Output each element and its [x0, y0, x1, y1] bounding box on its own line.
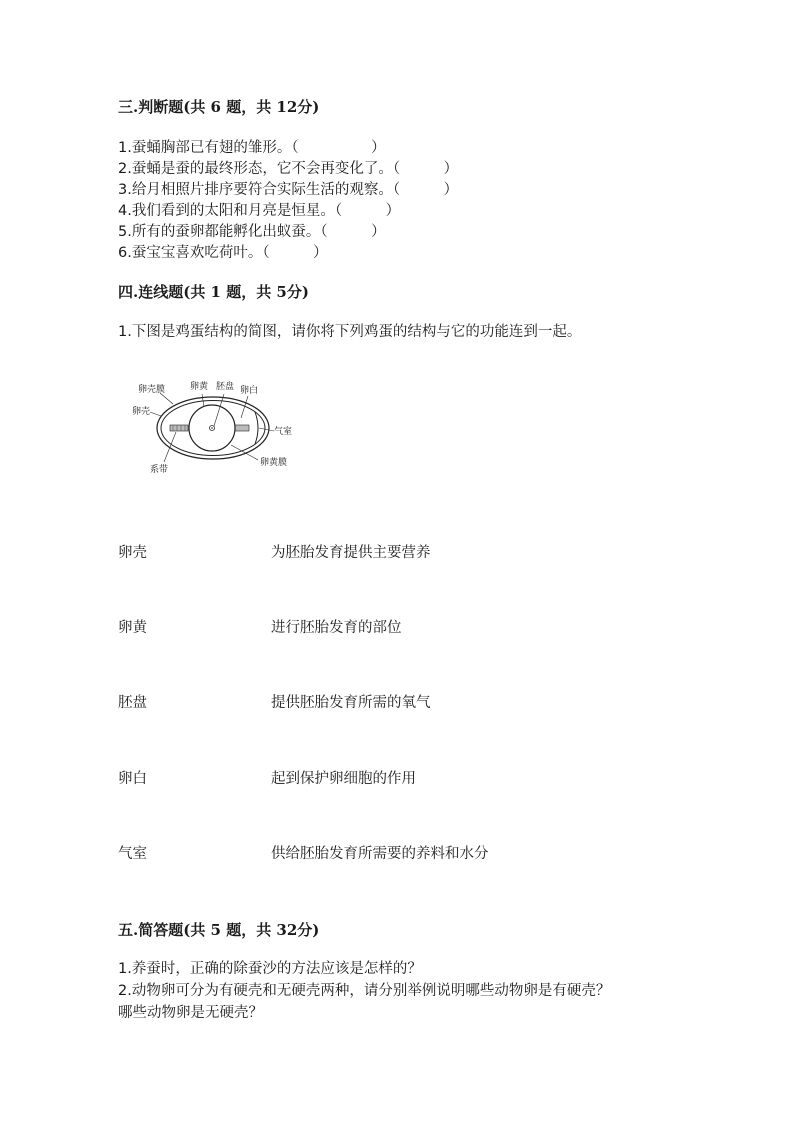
match-right-4[interactable]: 起到保护卵细胞的作用 [271, 771, 416, 787]
judgment-question-5: 5.所有的蚕卵都能孵化出蚁蚕。（ ） [118, 224, 386, 240]
judgment-question-6: 6.蚕宝宝喜欢吃荷叶。（ ） [118, 245, 328, 261]
air-cell-outline [255, 412, 258, 444]
matching-question: 1.下图是鸡蛋结构的简图，请你将下列鸡蛋的结构与它的功能连到一起。 [118, 324, 582, 340]
short-answer-question-2: 2.动物卵可分为有硬壳和无硬壳两种，请分别举例说明哪些动物卵是有硬壳？ [118, 983, 611, 999]
judgment-question-1: 1.蚕蛹胸部已有翅的雏形。（ ） [118, 140, 386, 156]
section3-title: 三.判断题(共 6 题，共 12分) [118, 98, 320, 116]
match-left-5[interactable]: 气室 [118, 846, 147, 862]
label-yolk: 卵黄 [190, 382, 209, 392]
egg-structure-diagram [128, 376, 312, 480]
label-vitelline-membrane: 卵黄膜 [260, 458, 288, 468]
match-right-3[interactable]: 提供胚胎发育所需的氧气 [271, 695, 431, 711]
match-left-1[interactable]: 卵壳 [118, 545, 147, 561]
label-albumen: 卵白 [240, 386, 259, 396]
label-germinal-disc: 胚盘 [216, 382, 235, 392]
match-right-5[interactable]: 供给胚胎发育所需要的养料和水分 [271, 846, 489, 862]
chalaza-left [170, 425, 188, 431]
short-answer-question-1: 1.养蚕时，正确的除蚕沙的方法应该是怎样的？ [118, 961, 422, 977]
match-left-3[interactable]: 胚盘 [118, 695, 147, 711]
judgment-question-4: 4.我们看到的太阳和月亮是恒星。（ ） [118, 203, 401, 219]
label-shell: 卵壳 [132, 407, 151, 417]
label-shell-membrane: 卵壳膜 [138, 385, 166, 395]
section5-title: 五.简答题(共 5 题，共 32分) [118, 921, 320, 939]
match-left-2[interactable]: 卵黄 [118, 620, 147, 636]
short-answer-question-2-continued: 哪些动物卵是无硬壳？ [118, 1005, 263, 1021]
match-left-4[interactable]: 卵白 [118, 771, 147, 787]
section4-title: 四.连线题(共 1 题，共 5分) [118, 283, 309, 301]
match-right-1[interactable]: 为胚胎发育提供主要营养 [271, 545, 431, 561]
judgment-question-3: 3.给月相照片排序要符合实际生活的观察。（ ） [118, 182, 459, 198]
judgment-question-2: 2.蚕蛹是蚕的最终形态，它不会再变化了。（ ） [118, 161, 459, 177]
chalaza-right [235, 425, 249, 431]
match-right-2[interactable]: 进行胚胎发育的部位 [271, 620, 402, 636]
label-chalaza: 系带 [150, 465, 169, 475]
label-air-cell: 气室 [274, 427, 293, 437]
